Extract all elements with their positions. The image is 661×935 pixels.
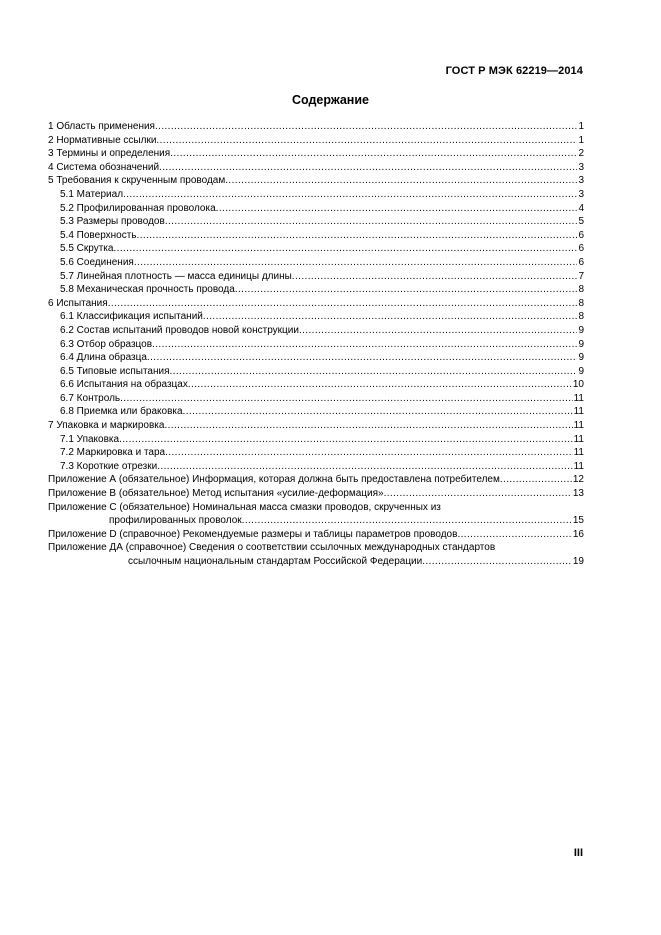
toc-entry-6-1[interactable] — [48, 310, 584, 324]
toc-leader — [159, 161, 577, 175]
toc-leader — [164, 419, 572, 433]
toc-entry-label: 5.7 Линейная плотность — масса единицы длины — [60, 270, 292, 282]
toc-entry-appendix-c[interactable] — [48, 501, 584, 528]
toc-entry-page: 7 — [578, 270, 584, 282]
toc-entry-page: 11 — [573, 460, 584, 472]
toc-entry-6-4[interactable] — [48, 351, 584, 365]
toc-leader — [235, 283, 578, 297]
toc-entry-5-3[interactable] — [48, 215, 584, 229]
toc-leader — [188, 378, 572, 392]
toc-entry-7-2[interactable] — [48, 446, 584, 460]
toc-entry-label: 6.8 Приемка или браковка — [60, 406, 183, 418]
toc-title: Содержание — [291, 93, 369, 107]
toc-entry-label-continued: ссылочным национальным стандартам Российской Федерации — [128, 556, 423, 567]
toc-leader — [123, 188, 577, 202]
toc-entry-5-5[interactable] — [48, 242, 584, 256]
toc-entry-page: 9 — [578, 338, 584, 350]
toc-entry-6-6[interactable] — [48, 378, 584, 392]
toc-entry-label: 5.4 Поверхность — [60, 229, 137, 241]
toc-entry-page: 3 — [578, 175, 584, 187]
toc-entry-page: 16 — [572, 528, 584, 540]
toc-entry-page: 11 — [573, 433, 584, 445]
toc-entry-page: 11 — [573, 420, 584, 432]
toc-entry-6-5[interactable] — [48, 365, 584, 379]
document-code: ГОСТ Р МЭК 62219—2014 — [445, 65, 583, 77]
toc-entry-page: 9 — [578, 324, 584, 336]
toc-entry-label: 6 Испытания — [48, 297, 108, 309]
toc-entry-label: Приложение В (обязательное) Метод испытания «усилие-деформация» — [48, 488, 384, 500]
toc-entry-page: 9 — [578, 352, 584, 364]
toc-leader — [299, 324, 578, 338]
toc-entry-page: 11 — [573, 406, 584, 418]
toc-entry-page: 13 — [572, 488, 584, 500]
toc-entry-label: 5.6 Соединения — [60, 256, 134, 268]
toc-entry-6-7[interactable] — [48, 392, 584, 406]
toc-entry-label: Приложение ДА (справочное) Сведения о соответствии ссылочных международных стандартов — [48, 542, 496, 554]
toc-entry-label: 5 Требования к скрученным проводам — [48, 175, 226, 187]
toc-leader — [113, 242, 577, 256]
page-number: III — [573, 847, 583, 859]
toc-entry-page: 12 — [572, 474, 584, 486]
toc-entry-label: 5.2 Профилированная проволока — [60, 202, 216, 214]
toc-entry-6[interactable] — [48, 297, 584, 311]
toc-entry-1[interactable] — [48, 120, 584, 134]
toc-entry-5-7[interactable] — [48, 270, 584, 284]
toc-entry-label: Приложение А (обязательное) Информация, которая должна быть предоставлена потребителем — [48, 474, 500, 486]
toc-entry-page: 6 — [578, 229, 584, 241]
toc-entry-label: 6.2 Состав испытаний проводов новой конструкции — [60, 324, 299, 336]
toc-entry-label: 5.8 Механическая прочность провода — [60, 284, 235, 296]
toc-entry-7[interactable] — [48, 419, 584, 433]
toc-entry-label: 7.3 Короткие отрезки — [60, 460, 158, 472]
toc-entry-page: 1 — [578, 134, 584, 146]
toc-leader — [157, 460, 572, 474]
toc-leader — [170, 365, 578, 379]
toc-entry-label: Приложение D (справочное) Рекомендуемые размеры и таблицы параметров проводов — [48, 528, 458, 540]
toc-entry-label: 7.1 Упаковка — [60, 433, 120, 445]
toc-leader — [147, 351, 578, 365]
toc-entry-label: 6.7 Контроль — [60, 392, 121, 404]
toc-entry-page: 11 — [573, 447, 584, 459]
toc-entry-page: 19 — [572, 556, 584, 567]
toc-entry-page: 9 — [578, 365, 584, 377]
toc-leader — [155, 120, 577, 134]
toc-leader — [183, 405, 573, 419]
toc-entry-3[interactable] — [48, 147, 584, 161]
toc-entry-5-1[interactable] — [48, 188, 584, 202]
toc-entry-label: 4 Система обозначений — [48, 161, 160, 173]
toc-leader — [422, 555, 572, 569]
toc-leader — [170, 147, 577, 161]
toc-leader — [203, 310, 578, 324]
toc-entry-label: Приложение С (обязательное) Номинальная масса смазки проводов, скрученных из — [48, 501, 441, 513]
toc-entry-page: 3 — [578, 188, 584, 200]
toc-leader — [119, 433, 573, 447]
toc-entry-6-3[interactable] — [48, 338, 584, 352]
toc-entry-label: 6.3 Отбор образцов — [60, 338, 153, 350]
toc-entry-label: 7.2 Маркировка и тара — [60, 447, 166, 459]
toc-entry-page: 4 — [578, 202, 584, 214]
toc-entry-5-6[interactable] — [48, 256, 584, 270]
toc-leader — [152, 338, 577, 352]
toc-entry-label: 6.4 Длина образца — [60, 352, 147, 364]
toc-entry-5-4[interactable] — [48, 229, 584, 243]
toc-leader — [242, 514, 572, 528]
toc-leader — [165, 215, 578, 229]
toc-entry-5-8[interactable] — [48, 283, 584, 297]
toc-leader — [457, 528, 571, 542]
toc-entry-4[interactable] — [48, 161, 584, 175]
toc-leader — [225, 174, 577, 188]
toc-leader — [292, 270, 578, 284]
toc-leader — [165, 446, 573, 460]
toc-entry-page: 15 — [572, 515, 584, 527]
toc-entry-appendix-da[interactable] — [48, 541, 584, 568]
toc-entry-page: 5 — [578, 216, 584, 228]
toc-entry-page: 1 — [578, 121, 584, 132]
toc-entry-page: 6 — [578, 256, 584, 268]
toc-entry-page: 2 — [578, 148, 584, 160]
toc-leader — [108, 297, 578, 311]
toc-entry-5[interactable] — [48, 174, 584, 188]
toc-entry-label: 5.3 Размеры проводов — [60, 216, 165, 228]
toc-entry-page: 11 — [573, 392, 584, 404]
toc-entry-label: 6.5 Типовые испытания — [60, 365, 170, 377]
toc-leader — [156, 134, 577, 148]
toc-entry-page: 6 — [578, 243, 584, 255]
toc-leader — [500, 473, 572, 487]
toc-entry-page: 3 — [578, 161, 584, 173]
toc-entry-label: 6.1 Классификация испытаний — [60, 311, 203, 323]
toc-entry-page: 8 — [578, 297, 584, 309]
table-of-contents — [48, 120, 584, 569]
toc-entry-appendix-a[interactable] — [48, 473, 584, 487]
toc-entry-label: 3 Термины и определения — [48, 148, 171, 160]
toc-entry-7-1[interactable] — [48, 433, 584, 447]
toc-entry-label: 2 Нормативные ссылки — [48, 134, 157, 146]
toc-leader — [137, 229, 578, 243]
toc-entry-6-2[interactable] — [48, 324, 584, 338]
toc-entry-appendix-b[interactable] — [48, 487, 584, 501]
toc-leader — [120, 392, 572, 406]
toc-entry-label: 6.6 Испытания на образцах — [60, 379, 188, 391]
toc-leader — [216, 202, 578, 216]
toc-entry-page: 10 — [572, 379, 584, 391]
toc-entry-2[interactable] — [48, 134, 584, 148]
toc-entry-7-3[interactable] — [48, 460, 584, 474]
toc-entry-5-2[interactable] — [48, 202, 584, 216]
toc-entry-label: 5.5 Скрутка — [60, 243, 114, 255]
toc-entry-label: 5.1 Материал — [60, 188, 124, 200]
toc-entry-page: 8 — [578, 284, 584, 296]
toc-entry-6-8[interactable] — [48, 405, 584, 419]
toc-leader — [134, 256, 578, 270]
toc-leader — [384, 487, 572, 501]
toc-entry-label: 7 Упаковка и маркировка — [48, 420, 165, 432]
toc-entry-page: 8 — [578, 311, 584, 323]
toc-entry-label-continued: профилированных проволок — [109, 515, 242, 527]
toc-entry-label: 1 Область применения — [48, 121, 155, 132]
toc-entry-appendix-d[interactable] — [48, 528, 584, 542]
